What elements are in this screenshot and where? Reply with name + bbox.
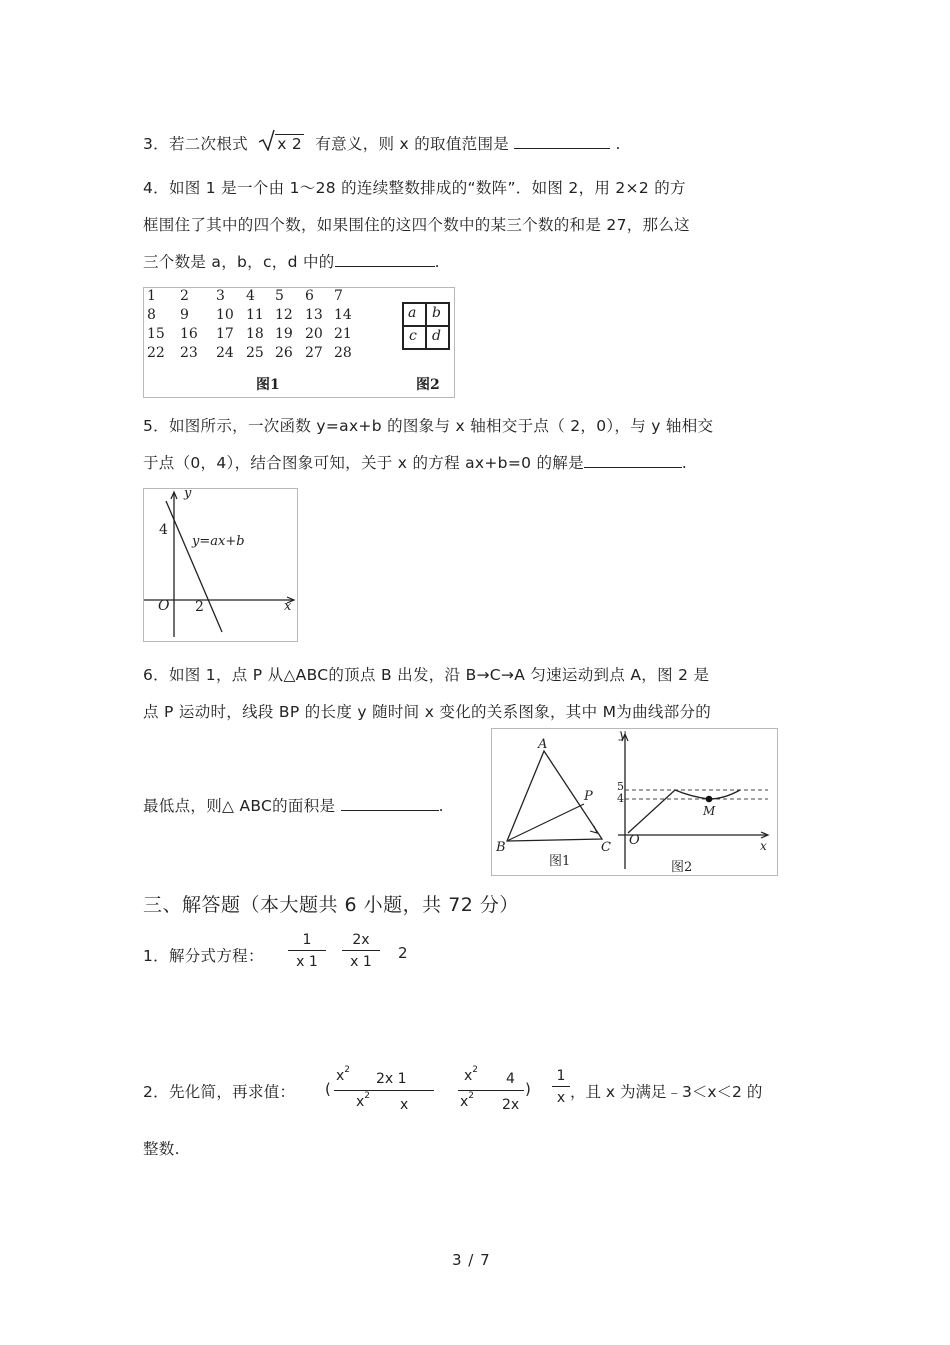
graph-caption: 图2 bbox=[671, 860, 693, 875]
matrix-cell: 25 bbox=[246, 345, 264, 361]
origin-label: O bbox=[158, 598, 170, 614]
matrix-cell: 2 bbox=[180, 288, 189, 304]
point-label-p: P bbox=[584, 789, 593, 804]
matrix-cell: 9 bbox=[180, 307, 189, 323]
q5-line-1: 5．如图所示，一次函数 y=ax+b 的图象与 x 轴相交于点（ 2，0），与 y 轴相交 bbox=[143, 417, 714, 435]
page-number: 3 / 7 bbox=[452, 1251, 491, 1269]
f2-num-x: $x^2$ bbox=[464, 1065, 479, 1084]
q6-end: . bbox=[438, 797, 444, 815]
two-by-two-grid bbox=[402, 302, 450, 350]
vertex-label-b: B bbox=[496, 840, 506, 855]
open-paren: ( bbox=[325, 1080, 331, 1098]
f2-den-rest: 2x bbox=[502, 1097, 520, 1113]
y-intercept-label: 4 bbox=[159, 522, 168, 538]
q3-text-after: 有意义，则 x 的取值范围是 bbox=[315, 135, 515, 153]
matrix-cell: 14 bbox=[334, 307, 352, 323]
tick-label-5: 5 bbox=[617, 780, 624, 793]
f1-num-x: $x^2$ bbox=[336, 1065, 351, 1084]
problem-1-label: 1．解分式方程： bbox=[143, 947, 264, 965]
radical-sign-icon bbox=[259, 129, 275, 151]
matrix-cell: 17 bbox=[216, 326, 234, 342]
matrix-cell: 15 bbox=[147, 326, 165, 342]
matrix-cell: 24 bbox=[216, 345, 234, 361]
q4-end: . bbox=[434, 253, 440, 271]
f3-denominator: x bbox=[556, 1090, 566, 1106]
q5-line-2-text: 于点（0，4），结合图象可知，关于 x 的方程 ax+b=0 的解是 bbox=[143, 454, 584, 472]
fraction-2-denominator: x 1 bbox=[350, 954, 372, 970]
fraction-bar bbox=[334, 1090, 434, 1091]
matrix-cell: 8 bbox=[147, 307, 156, 323]
f3-numerator: 1 bbox=[552, 1068, 570, 1087]
q6-line-3-text: 最低点，则△ ABC的面积是 bbox=[143, 797, 341, 815]
matrix-cell: 4 bbox=[246, 288, 255, 304]
fraction-2 bbox=[342, 932, 380, 970]
fraction-expr-3 bbox=[552, 1068, 570, 1106]
x-axis-label: x bbox=[284, 599, 292, 614]
answer-blank[interactable] bbox=[335, 265, 435, 267]
grid-label-b: b bbox=[432, 305, 441, 321]
graph-origin-label: O bbox=[629, 833, 640, 848]
q6-line-3 bbox=[143, 794, 444, 816]
vertex-label-a: A bbox=[538, 737, 548, 752]
matrix-cell: 21 bbox=[334, 326, 352, 342]
q5-line-2 bbox=[143, 451, 687, 473]
problem-2-line-2: 整数. bbox=[143, 1140, 180, 1158]
q4-line-3-text: 三个数是 a，b，c，d 中的 bbox=[143, 253, 335, 271]
matrix-cell: 28 bbox=[334, 345, 352, 361]
matrix-cell: 12 bbox=[275, 307, 293, 323]
q4-line-3 bbox=[143, 250, 440, 272]
answer-blank[interactable] bbox=[514, 147, 610, 149]
answer-blank[interactable] bbox=[584, 466, 682, 468]
triangle-caption: 图1 bbox=[549, 854, 571, 869]
answer-blank[interactable] bbox=[341, 809, 439, 811]
triangle-graph-svg bbox=[492, 729, 777, 875]
matrix-cell: 23 bbox=[180, 345, 198, 361]
matrix-cell: 26 bbox=[275, 345, 293, 361]
f1-num-rest: 2x 1 bbox=[376, 1071, 407, 1087]
bp-length-curve bbox=[628, 790, 740, 833]
grid-label-c: c bbox=[409, 328, 417, 344]
figure-triangle-and-graph bbox=[491, 728, 778, 876]
matrix-cell: 27 bbox=[305, 345, 323, 361]
point-label-m: M bbox=[703, 804, 716, 818]
section-title: 三、解答题（本大题共 6 小题，共 72 分） bbox=[143, 894, 519, 916]
matrix-cell: 19 bbox=[275, 326, 293, 342]
matrix-cell: 3 bbox=[216, 288, 225, 304]
fraction-1-numerator: 1 bbox=[288, 932, 326, 951]
matrix-cell: 16 bbox=[180, 326, 198, 342]
f1-den-x: $x^2$ bbox=[356, 1091, 371, 1110]
matrix-cell: 11 bbox=[246, 307, 264, 323]
figure-linear-graph bbox=[143, 488, 298, 642]
matrix-cell: 20 bbox=[305, 326, 323, 342]
matrix-cell: 5 bbox=[275, 288, 284, 304]
fraction-1 bbox=[288, 932, 326, 970]
matrix-cell: 18 bbox=[246, 326, 264, 342]
linear-graph-svg bbox=[144, 489, 297, 641]
figure-caption-1: 图1 bbox=[256, 377, 280, 393]
figure-caption-2: 图2 bbox=[416, 377, 440, 393]
matrix-cell: 1 bbox=[147, 288, 156, 304]
matrix-cell: 13 bbox=[305, 307, 323, 323]
q4-line-2: 框围住了其中的四个数，如果围住的这四个数中的某三个数的和是 27，那么这 bbox=[143, 216, 690, 234]
equation-rhs: 2 bbox=[398, 944, 408, 962]
radicand: x 2 bbox=[277, 135, 303, 153]
q6-line-1: 6．如图 1，点 P 从△ABC的顶点 B 出发，沿 B→C→A 匀速运动到点 A，图 2 是 bbox=[143, 666, 710, 684]
q6-line-2: 点 P 运动时，线段 BP 的长度 y 随时间 x 变化的关系图象，其中 M为曲线部分的 bbox=[143, 703, 712, 721]
figure-number-matrix bbox=[143, 287, 455, 398]
q4-line-1: 4．如图 1 是一个由 1～28 的连续整数排成的“数阵”．如图 2，用 2×2 的方 bbox=[143, 179, 686, 197]
fraction-1-denominator: x 1 bbox=[296, 954, 318, 970]
grid-label-d: d bbox=[432, 328, 441, 344]
matrix-cell: 10 bbox=[216, 307, 234, 323]
tick-label-4: 4 bbox=[617, 792, 624, 805]
f2-num-rest: 4 bbox=[506, 1071, 515, 1087]
q3-end: . bbox=[615, 135, 621, 153]
matrix-cell: 22 bbox=[147, 345, 165, 361]
vertex-label-c: C bbox=[601, 840, 611, 855]
fraction-expr-2 bbox=[458, 1065, 524, 1118]
question-3 bbox=[143, 132, 621, 154]
problem-2-tail: ，且 x 为满足﹣3＜x＜2 的 bbox=[570, 1083, 763, 1101]
close-paren: ) bbox=[525, 1080, 531, 1098]
sqrt-expression bbox=[259, 135, 304, 153]
q5-end: . bbox=[681, 454, 688, 472]
f1-den-rest: x bbox=[400, 1097, 409, 1113]
problem-2-label: 2．先化简，再求值： bbox=[143, 1083, 296, 1101]
f2-den-x: $x^2$ bbox=[460, 1091, 475, 1110]
y-axis-label: y bbox=[184, 486, 192, 501]
q3-text-before: 3．若二次根式 bbox=[143, 135, 248, 153]
equation-label: y=ax+b bbox=[192, 534, 245, 549]
fraction-2-numerator: 2x bbox=[342, 932, 380, 951]
matrix-cell: 6 bbox=[305, 288, 314, 304]
graph-y-label: y bbox=[619, 727, 626, 741]
segment-bp bbox=[507, 804, 584, 841]
fraction-expr-1 bbox=[334, 1065, 434, 1118]
lowest-point-m bbox=[706, 796, 713, 803]
graph-x-label: x bbox=[760, 839, 767, 853]
x-intercept-label: 2 bbox=[195, 599, 204, 615]
grid-label-a: a bbox=[408, 305, 417, 321]
matrix-cell: 7 bbox=[334, 288, 343, 304]
